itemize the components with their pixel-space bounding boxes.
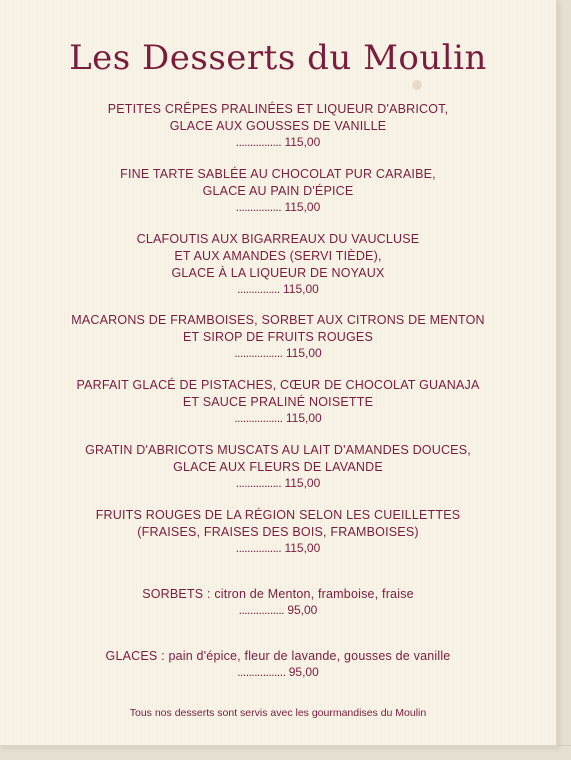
menu-item bbox=[0, 442, 556, 491]
menu-item bbox=[0, 507, 556, 556]
item-price: 115,00 bbox=[283, 282, 319, 296]
item-description: ET AUX AMANDES (SERVI TIÈDE), bbox=[174, 249, 382, 263]
item-price-line bbox=[0, 665, 556, 680]
menu-item bbox=[0, 166, 556, 215]
menu-footer-note: Tous nos desserts sont servis avec les gourmandises du Moulin bbox=[129, 707, 427, 719]
item-description: GLACES : pain d'épice, fleur de lavande, gousses de vanille bbox=[105, 649, 451, 663]
menu-item bbox=[0, 312, 556, 361]
price-leader-dots: ................ bbox=[235, 541, 282, 555]
dessert-list bbox=[0, 101, 556, 680]
item-price: 115,00 bbox=[284, 476, 321, 490]
menu-item bbox=[0, 586, 556, 618]
item-price-line bbox=[0, 282, 556, 297]
item-price: 115,00 bbox=[285, 411, 322, 425]
item-price: 95,00 bbox=[288, 665, 319, 679]
item-description: MACARONS DE FRAMBOISES, SORBET AUX CITRONS DE MENTON bbox=[71, 313, 485, 327]
item-description: GLACE À LA LIQUEUR DE NOYAUX bbox=[171, 266, 385, 280]
item-description: ET SAUCE PRALINÉ NOISETTE bbox=[182, 395, 374, 409]
menu-title: Les Desserts du Moulin bbox=[69, 38, 487, 78]
item-description: SORBETS : citron de Menton, framboise, fraise bbox=[142, 587, 414, 601]
item-price: 115,00 bbox=[285, 346, 322, 360]
item-description: FINE TARTE SABLÉE AU CHOCOLAT PUR CARAIBE, bbox=[120, 167, 436, 181]
menu-item bbox=[0, 231, 556, 297]
item-price-line bbox=[0, 476, 556, 491]
page-edge-right bbox=[556, 0, 571, 760]
item-description: GLACE AU PAIN D'ÉPICE bbox=[202, 184, 354, 198]
price-leader-dots: ............... bbox=[237, 282, 280, 296]
item-description: PARFAIT GLACÉ DE PISTACHES, CŒUR DE CHOCOLAT GUANAJA bbox=[76, 378, 480, 392]
item-description: GLACE AUX FLEURS DE LAVANDE bbox=[173, 460, 383, 474]
item-description: GRATIN D'ABRICOTS MUSCATS AU LAIT D'AMANDES DOUCES, bbox=[85, 443, 471, 457]
item-price-line bbox=[0, 541, 556, 556]
price-leader-dots: ................. bbox=[234, 411, 283, 425]
item-price-line bbox=[0, 411, 556, 426]
paper-spot bbox=[412, 80, 422, 90]
menu-item bbox=[0, 648, 556, 680]
item-description: CLAFOUTIS AUX BIGARREAUX DU VAUCLUSE bbox=[136, 232, 420, 246]
item-price-line bbox=[0, 200, 556, 215]
item-price: 115,00 bbox=[284, 200, 321, 214]
menu-item bbox=[0, 377, 556, 426]
item-description: ET SIROP DE FRUITS ROUGES bbox=[183, 330, 373, 344]
item-description: FRUITS ROUGES DE LA RÉGION SELON LES CUEILLETTES bbox=[95, 508, 461, 522]
price-leader-dots: ................ bbox=[235, 200, 282, 214]
item-price: 115,00 bbox=[284, 541, 321, 555]
menu-item bbox=[0, 101, 556, 150]
price-leader-dots: ................ bbox=[235, 135, 282, 149]
price-leader-dots: ................ bbox=[235, 476, 282, 490]
item-description: PETITES CRÊPES PRALINÉES ET LIQUEUR D'ABRICOT, bbox=[107, 102, 449, 116]
item-price-line bbox=[0, 346, 556, 361]
price-leader-dots: ................. bbox=[237, 665, 286, 679]
price-leader-dots: ................ bbox=[238, 603, 284, 617]
item-price-line bbox=[0, 135, 556, 150]
price-leader-dots: ................. bbox=[234, 346, 283, 360]
item-price: 115,00 bbox=[284, 135, 321, 149]
item-price-line bbox=[0, 603, 556, 618]
item-description: GLACE AUX GOUSSES DE VANILLE bbox=[169, 119, 387, 133]
item-description: (FRAISES, FRAISES DES BOIS, FRAMBOISES) bbox=[137, 525, 419, 539]
page-edge-bottom bbox=[0, 745, 571, 760]
item-price: 95,00 bbox=[287, 603, 318, 617]
